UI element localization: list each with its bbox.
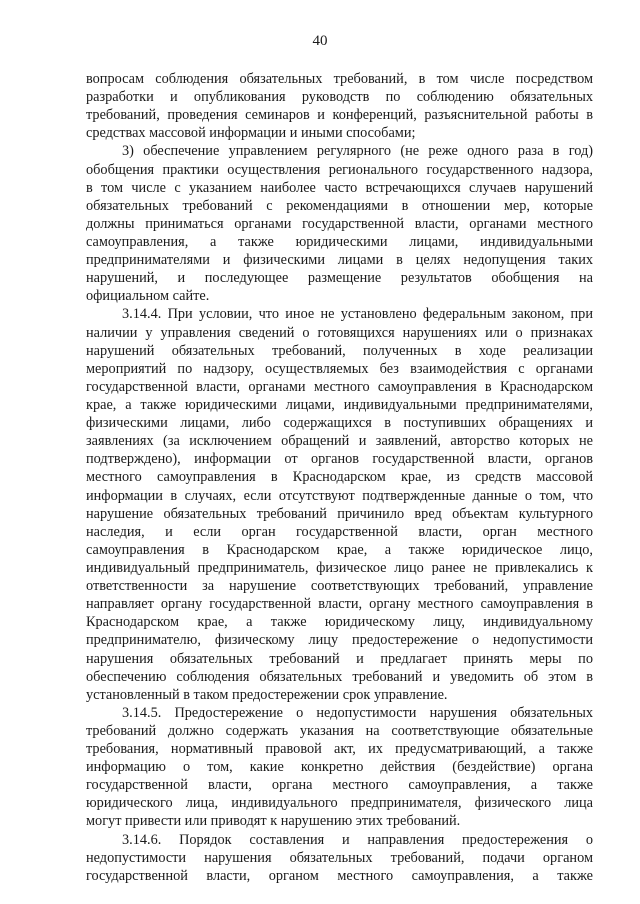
text-line: установленный в таком предостережении срок управление. xyxy=(86,686,448,703)
text-line: требования, нормативный правовой акт, их предусматривающий, а также xyxy=(86,741,593,758)
text-line: юридического лица, индивидуального предпринимателя, физического лица xyxy=(86,795,593,812)
text-line: физическими лицами, либо содержащихся в поступивших обращениях и xyxy=(86,415,593,432)
text-line: местного самоуправления в Краснодарском крае, из средств массовой xyxy=(86,469,593,486)
text-line: вопросам соблюдения обязательных требований, в том числе посредством xyxy=(86,71,593,87)
text-line: Краснодарском крае, а также юридическому лицу, индивидуальному xyxy=(86,614,593,631)
text-line: требований, проведения семинаров и конференций, разъяснительной работы в xyxy=(86,107,593,124)
text-line: информации в случаях, если отсутствуют подтвержденные данные о том, что xyxy=(86,487,593,504)
text-line: нарушение обязательных требований причинило вред объектам культурного xyxy=(86,505,593,522)
text-line: государственной власти, органами местного самоуправления в Краснодарском xyxy=(86,378,593,395)
text-line: средствах массовой информации и иными способами; xyxy=(86,125,416,142)
text-line: нарушения обязательных требований и предлагает принять меры по xyxy=(86,650,593,667)
text-line: нарушений, и последующее размещение результатов обобщения на xyxy=(86,270,593,287)
text-line: 3) обеспечение управлением регулярного (не реже одного раза в год) xyxy=(122,143,593,160)
text-line: официальном сайте. xyxy=(86,288,210,305)
text-line: могут привести или приводят к нарушению этих требований. xyxy=(86,813,461,830)
text-line: обязательных требований с рекомендациями в отношении мер, которые xyxy=(86,197,593,214)
text-line: индивидуальный предприниматель, физическое лицо ранее не привлекались к xyxy=(86,559,593,576)
text-line: подтверждено), информации от органов государственной власти, органов xyxy=(86,451,593,468)
text-line: наследия, и если орган государственной власти, орган местного xyxy=(86,523,593,540)
text-line: недопустимости нарушения обязательных требований, подачи органом xyxy=(86,849,593,866)
text-line: ответственности за нарушение соответствующих требований, управление xyxy=(86,578,593,595)
text-line: должны приниматься органами государственной власти, органами местного xyxy=(86,215,593,232)
text-line: предпринимателю, физическому лицу предостережение о недопустимости xyxy=(86,632,593,649)
text-line: информацию о том, какие конкретно действия (бездействие) органа xyxy=(86,759,593,776)
text-line: разработки и опубликования руководств по соблюдению обязательных xyxy=(86,89,593,106)
text-line: заявлениях (за исключением обращений и заявлений, авторство которых не xyxy=(86,433,593,450)
text-line: самоуправления в Краснодарском крае, а также юридическое лицо, xyxy=(86,541,593,558)
text-line: государственной власти, органа местного самоуправления, а также xyxy=(86,777,593,794)
text-line: требований должно содержать указания на соответствующие обязательные xyxy=(86,722,593,739)
text-line: 3.14.4. При условии, что иное не установлено федеральным законом, при xyxy=(122,306,593,323)
text-line: мероприятий по надзору, осуществляемых без взаимодействия с органами xyxy=(86,360,593,377)
text-line: 3.14.5. Предостережение о недопустимости нарушения обязательных xyxy=(122,704,593,721)
text-line: наличии у управления сведений о готовящихся нарушениях или о признаках xyxy=(86,324,593,341)
page-number: 40 xyxy=(312,33,328,49)
text-line: обобщения практики осуществления регионального государственного надзора, xyxy=(86,161,593,178)
text-line: крае, а также юридическими лицами, индивидуальными предпринимателями, xyxy=(86,396,593,413)
text-line: 3.14.6. Порядок составления и направления предостережения о xyxy=(122,831,593,848)
text-line: предпринимателями и физическими лицами в целях недопущения таких xyxy=(86,252,593,269)
text-line: обеспечению соблюдения обязательных требований и уведомить об этом в xyxy=(86,668,593,685)
text-line: государственной власти, органом местного самоуправления, а также xyxy=(86,867,593,884)
text-line: направляет органу государственной власти, органу местного самоуправления в xyxy=(86,596,593,613)
text-line: нарушений обязательных требований, полученных в ходе реализации xyxy=(86,342,593,359)
body-text xyxy=(86,70,593,885)
text-line: в том числе с указанием наиболее часто встречающихся случаев нарушений xyxy=(86,179,593,196)
text-line: самоуправления, а также юридическими лицами, индивидуальными xyxy=(86,233,593,250)
